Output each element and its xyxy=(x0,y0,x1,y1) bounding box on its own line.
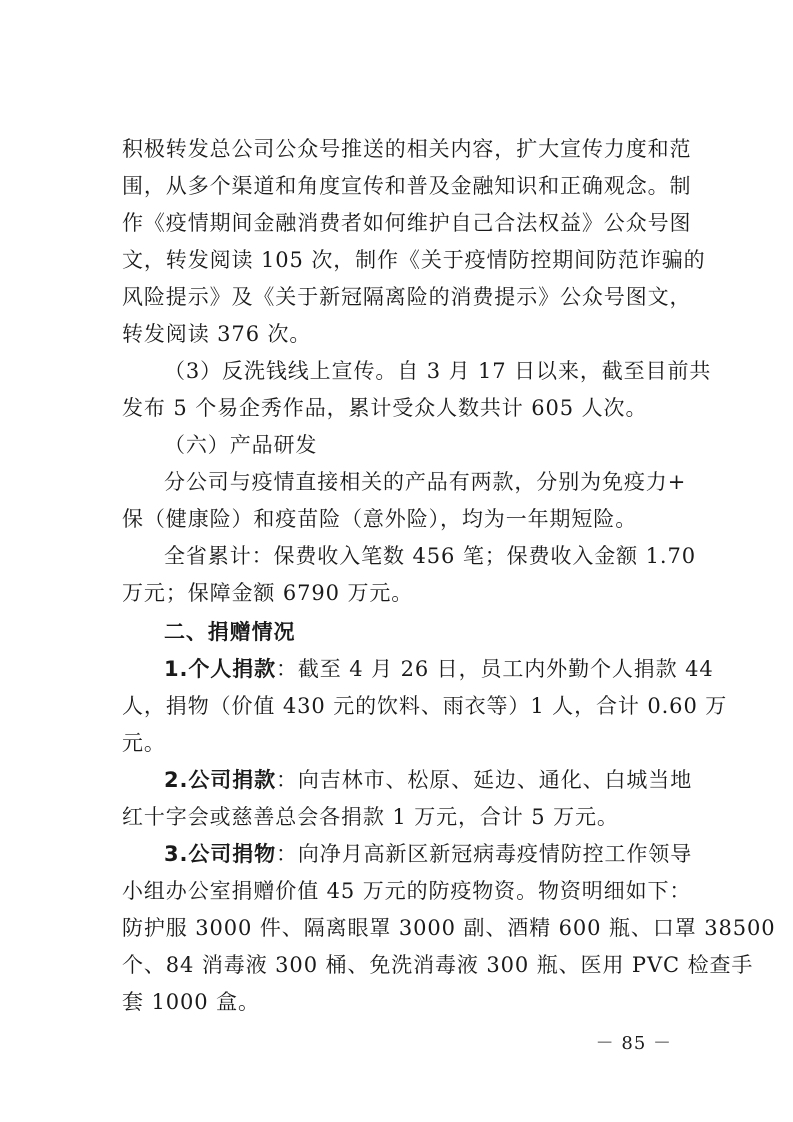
page-number: － 85 － xyxy=(595,1033,672,1054)
paragraph-line: 个、84 消毒液 300 桶、免洗消毒液 300 瓶、医用 PVC 检查手 xyxy=(122,953,754,977)
paragraph-line: 风险提示》及《关于新冠隔离险的消费提示》公众号图文， xyxy=(122,285,692,309)
paragraph-line: 发布 5 个易企秀作品，累计受众人数共计 605 人次。 xyxy=(122,396,648,420)
paragraph-line: （3）反洗钱线上宣传。自 3 月 17 日以来，截至目前共 xyxy=(164,359,712,383)
paragraph-line: 作《疫情期间金融消费者如何维护自己合法权益》公众号图 xyxy=(122,211,692,235)
donation-item-label: 3.公司捐物 xyxy=(164,842,276,866)
paragraph-line: 文，转发阅读 105 次，制作《关于疫情防控期间防范诈骗的 xyxy=(122,248,706,272)
paragraph-line: 套 1000 盒。 xyxy=(122,990,260,1014)
paragraph-line: 全省累计：保费收入笔数 456 笔；保费收入金额 1.70 xyxy=(164,544,696,568)
donation-item-label: 1.个人捐款 xyxy=(164,657,276,681)
donation-item-label: 2.公司捐款 xyxy=(164,768,276,792)
donation-item-company-goods xyxy=(164,840,693,868)
donation-item-text: ：向吉林市、松原、延边、通化、白城当地 xyxy=(276,768,693,792)
donation-item-company-cash xyxy=(164,766,693,794)
paragraph-line: 小组办公室捐赠价值 45 万元的防疫物资。物资明细如下： xyxy=(122,879,692,903)
paragraph-line: 人，捐物（价值 430 元的饮料、雨衣等）1 人，合计 0.60 万 xyxy=(122,694,728,718)
donation-item-text: ：向净月高新区新冠病毒疫情防控工作领导 xyxy=(276,842,693,866)
donation-item-personal xyxy=(164,655,714,683)
paragraph-line: 保（健康险）和疫苗险（意外险），均为一年期短险。 xyxy=(122,507,638,531)
paragraph-line: 万元；保障金额 6790 万元。 xyxy=(122,581,414,605)
paragraph-line: 转发阅读 376 次。 xyxy=(122,322,312,346)
paragraph-line: 积极转发总公司公众号推送的相关内容，扩大宣传力度和范 xyxy=(122,137,692,161)
paragraph-line: 分公司与疫情直接相关的产品有两款，分别为免疫力+ xyxy=(164,470,687,494)
section-heading: 二、捐赠情况 xyxy=(164,620,296,644)
paragraph-line: 围，从多个渠道和角度宣传和普及金融知识和正确观念。制 xyxy=(122,174,692,198)
paragraph-line: 元。 xyxy=(122,731,166,755)
paragraph-line: 红十字会或慈善总会各捐款 1 万元，合计 5 万元。 xyxy=(122,805,619,829)
section-heading: （六）产品研发 xyxy=(164,433,318,457)
paragraph-line: 防护服 3000 件、隔离眼罩 3000 副、酒精 600 瓶、口罩 38500 xyxy=(122,916,776,940)
donation-item-text: ：截至 4 月 26 日，员工内外勤个人捐款 44 xyxy=(276,657,714,681)
